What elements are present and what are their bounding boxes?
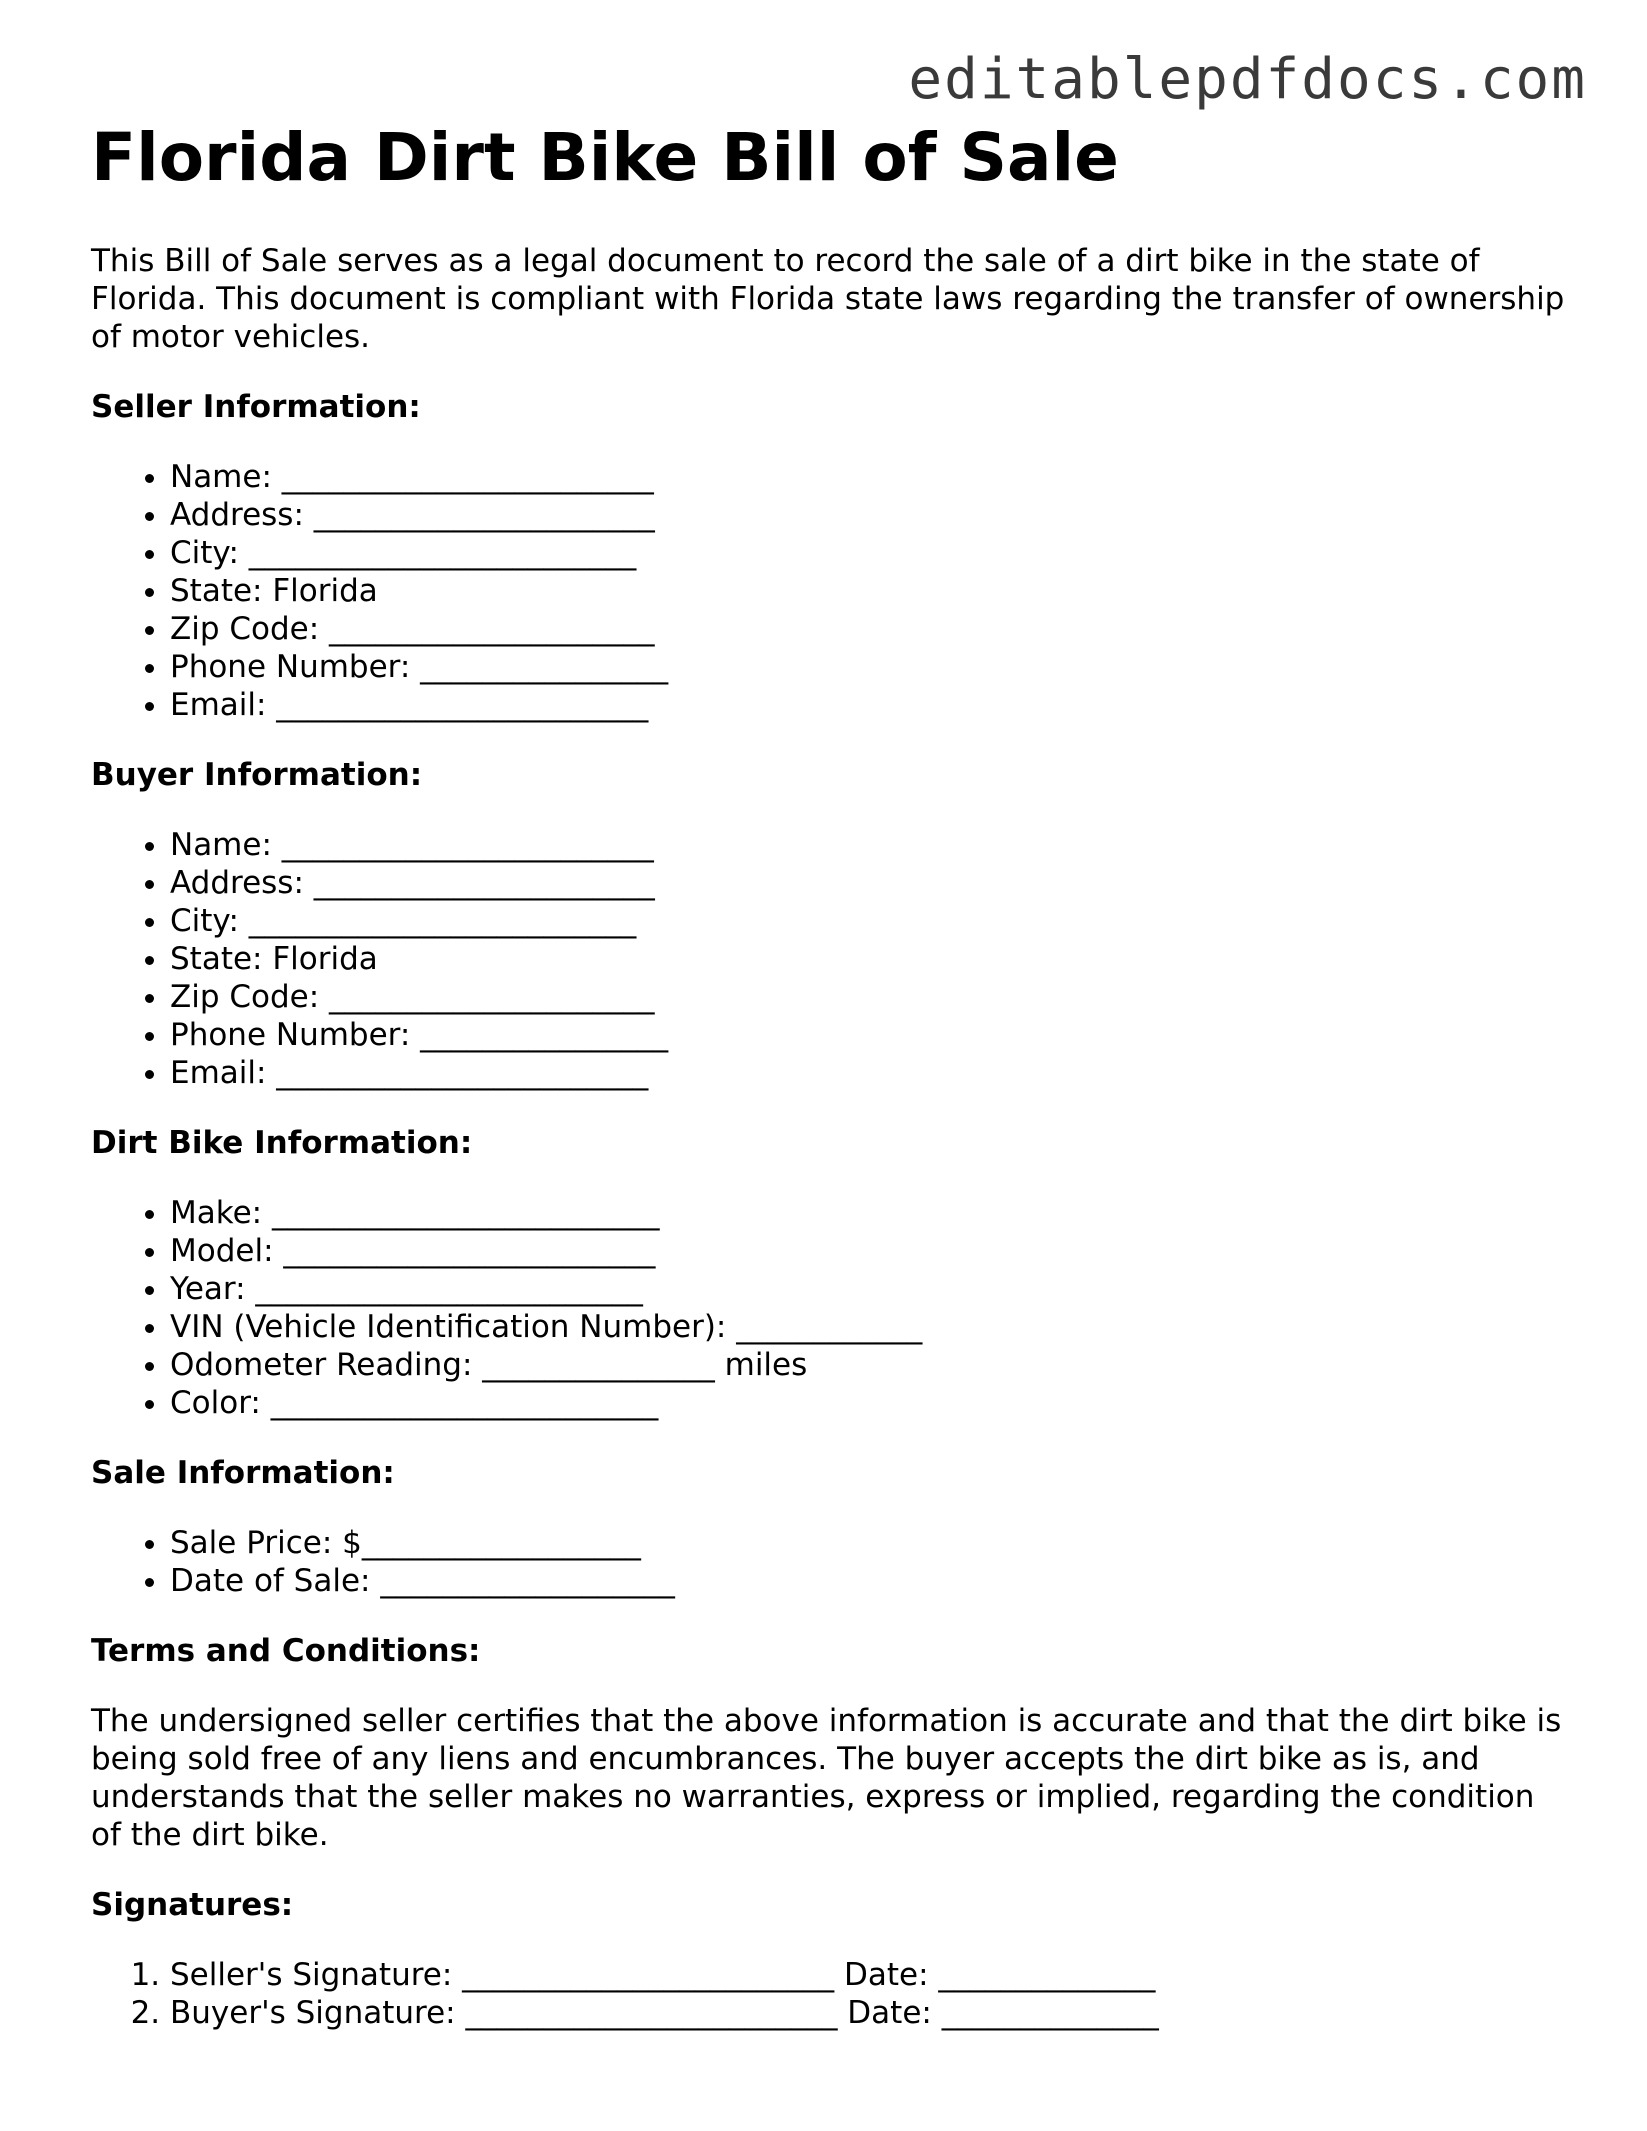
- seller-phone-field: • Phone Number: ________________: [170, 648, 1571, 686]
- buyer-section-heading: Buyer Information:: [91, 757, 423, 793]
- buyer-info-list: [91, 826, 1571, 1092]
- seller-info-list: [91, 458, 1571, 724]
- seller-address-field: • Address: ______________________: [170, 496, 1571, 534]
- sale-price-field: • Sale Price: $__________________: [170, 1524, 1571, 1562]
- buyer-state-field: • State: Florida: [170, 940, 1571, 978]
- sale-date-field: • Date of Sale: ___________________: [170, 1562, 1571, 1600]
- bike-vin-field: • VIN (Vehicle Identification Number): ____________: [170, 1308, 1571, 1346]
- buyer-signature-line: 2. Buyer's Signature: ________________________ Date: ______________: [170, 1994, 1571, 2032]
- buyer-city-field: • City: _________________________: [170, 902, 1571, 940]
- signatures-list: [91, 1956, 1571, 2032]
- bike-model-field: • Model: ________________________: [170, 1232, 1571, 1270]
- terms-paragraph: The undersigned seller certifies that the above information is accurate and that the dirt bike is being sold free of any liens and encumbrances. The buyer accepts the dirt bike as is, and understands that the seller makes no warranties, express or implied, regarding the condition of the dirt bike.: [91, 1703, 1562, 1853]
- seller-section-heading: Seller Information:: [91, 389, 421, 425]
- buyer-phone-field: • Phone Number: ________________: [170, 1016, 1571, 1054]
- seller-state-field: • State: Florida: [170, 572, 1571, 610]
- buyer-name-field: • Name: ________________________: [170, 826, 1571, 864]
- sale-section-heading: Sale Information:: [91, 1455, 395, 1491]
- bike-odometer-field: • Odometer Reading: _______________ miles: [170, 1346, 1571, 1384]
- seller-name-field: • Name: ________________________: [170, 458, 1571, 496]
- seller-zip-field: • Zip Code: _____________________: [170, 610, 1571, 648]
- intro-paragraph: This Bill of Sale serves as a legal document to record the sale of a dirt bike in the state of Florida. This document is compliant with Florida state laws regarding the transfer of ownership of motor vehicles.: [91, 243, 1565, 355]
- bike-year-field: • Year: _________________________: [170, 1270, 1571, 1308]
- seller-signature-line: 1. Seller's Signature: ________________________ Date: ______________: [170, 1956, 1571, 1994]
- seller-city-field: • City: _________________________: [170, 534, 1571, 572]
- watermark: editablepdfdocs.com: [908, 47, 1587, 112]
- terms-section-heading: Terms and Conditions:: [91, 1633, 481, 1669]
- document-page: [91, 118, 1571, 2032]
- bike-info-list: [91, 1194, 1571, 1422]
- bike-section-heading: Dirt Bike Information:: [91, 1125, 473, 1161]
- buyer-email-field: • Email: ________________________: [170, 1054, 1571, 1092]
- bike-make-field: • Make: _________________________: [170, 1194, 1571, 1232]
- bike-color-field: • Color: _________________________: [170, 1384, 1571, 1422]
- document-title: Florida Dirt Bike Bill of Sale: [91, 119, 1119, 196]
- buyer-address-field: • Address: ______________________: [170, 864, 1571, 902]
- seller-email-field: • Email: ________________________: [170, 686, 1571, 724]
- buyer-zip-field: • Zip Code: _____________________: [170, 978, 1571, 1016]
- signatures-section-heading: Signatures:: [91, 1887, 294, 1923]
- sale-info-list: [91, 1524, 1571, 1600]
